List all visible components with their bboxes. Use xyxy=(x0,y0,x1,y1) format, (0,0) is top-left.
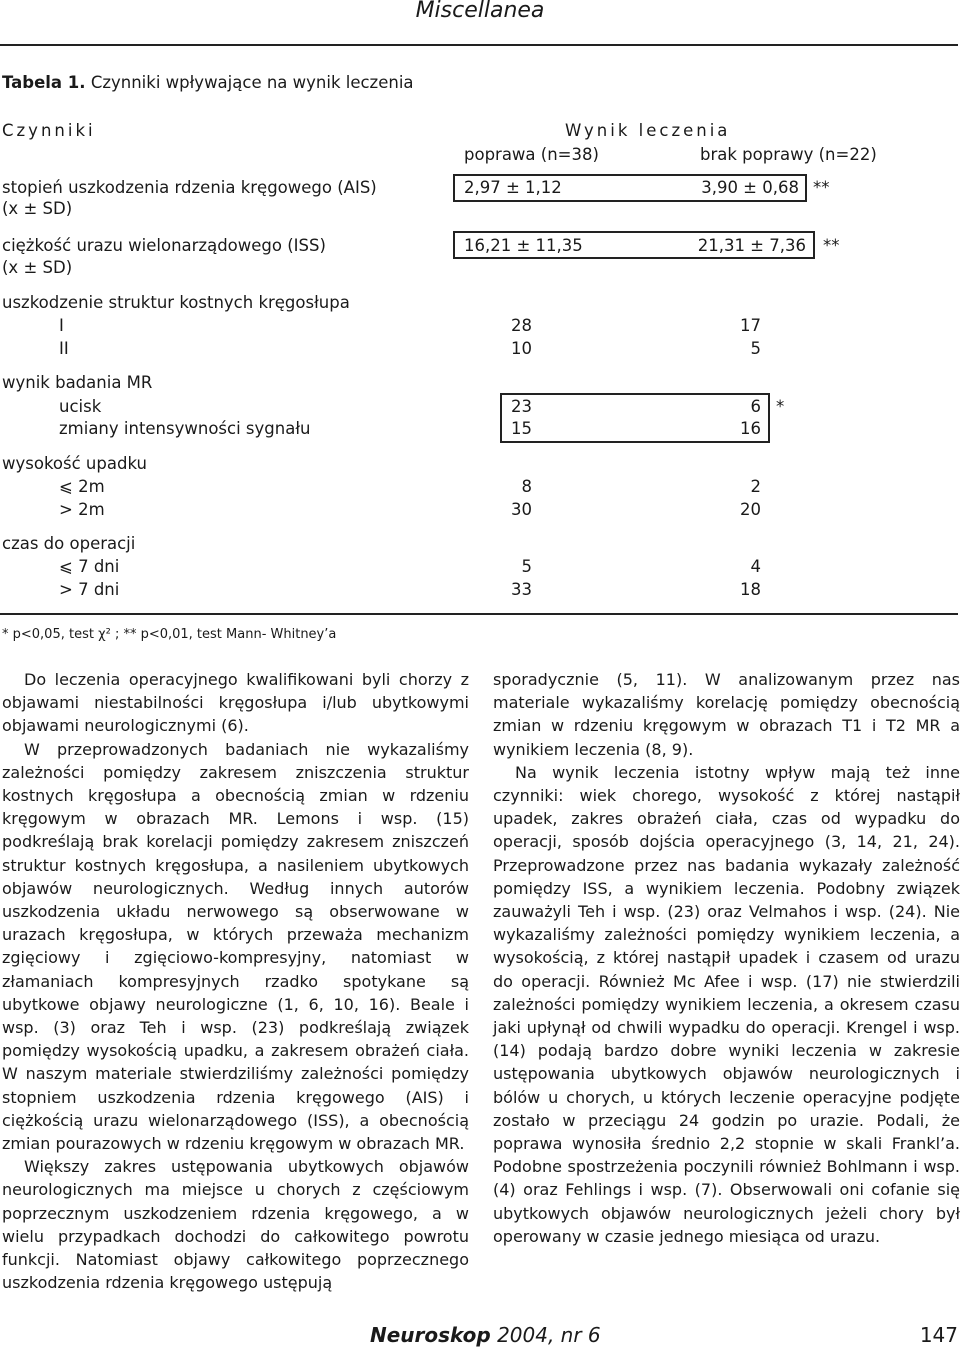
row-op-gt-improvement: 33 xyxy=(511,580,532,599)
row-fall-gt-label: > 2m xyxy=(59,500,105,519)
row-mr-zmiany-no-improvement: 16 xyxy=(740,419,761,438)
row-fall-label: wysokość upadku xyxy=(2,454,147,473)
col-header-no-improvement: brak poprawy (n=22) xyxy=(700,145,877,164)
row-mr-ucisk-no-improvement: 6 xyxy=(750,397,761,416)
row-fall-le-no-improvement: 2 xyxy=(750,477,761,496)
body-paragraph: Większy zakres ustępowania ubytkowych objawów neurologicznych ma miejsce u chorych z częściowym poprzecznym uszkodzeniem rdzenia kręgowego, a w wielu przypadkach dochodzi do całkowitego powrotu funkcji. Natomiast objawy całkowitego poprzecznego uszkodzenia rdzenia kręgowego ustępują xyxy=(2,1157,469,1293)
row-mr-label: wynik badania MR xyxy=(2,373,153,392)
row-fall-le-label: ⩽ 2m xyxy=(59,477,105,496)
page-number: 147 xyxy=(919,1323,958,1347)
row-ais-sub: (x ± SD) xyxy=(2,199,73,218)
row-mr-ucisk-improvement: 23 xyxy=(511,397,532,416)
row-bone-label: uszkodzenie struktur kostnych kręgosłupa xyxy=(2,293,350,312)
row-fall-gt-improvement: 30 xyxy=(511,500,532,519)
row-fall-le-improvement: 8 xyxy=(521,477,532,496)
page-footer xyxy=(370,1323,601,1347)
body-paragraph: sporadycznie (5, 11). W analizowanym przez nas materiale wykazaliśmy korelację pomiędzy obecnością zmian w rdzeniu kręgowym w obrazach T1 i T2 MR a wynikiem leczenia (8, 9). xyxy=(493,670,960,759)
row-mr-ucisk-label: ucisk xyxy=(59,397,102,416)
row-iss-improvement: 16,21 ± 11,35 xyxy=(464,236,583,255)
row-ais-improvement: 2,97 ± 1,12 xyxy=(464,178,562,197)
section-name: Miscellanea xyxy=(415,0,545,23)
row-iss-significance: ** xyxy=(823,236,840,255)
row-fall-gt-no-improvement: 20 xyxy=(740,500,761,519)
row-ais-label: stopień uszkodzenia rdzenia kręgowego (AIS) xyxy=(2,178,377,197)
row-op-label: czas do operacji xyxy=(2,534,136,553)
journal-issue: 2004, nr 6 xyxy=(497,1323,601,1347)
body-right-column xyxy=(493,668,960,1248)
row-op-le-label: ⩽ 7 dni xyxy=(59,557,120,576)
row-bone-ii-improvement: 10 xyxy=(511,339,532,358)
row-bone-i-improvement: 28 xyxy=(511,316,532,335)
col-header-factors: Czynniki xyxy=(2,121,96,140)
table-footnote: * p<0,05, test χ² ; ** p<0,01, test Mann- Whitney’a xyxy=(2,627,337,642)
row-op-gt-no-improvement: 18 xyxy=(740,580,761,599)
row-op-le-improvement: 5 xyxy=(521,557,532,576)
col-header-improvement: poprawa (n=38) xyxy=(464,145,599,164)
row-bone-i-label: I xyxy=(59,316,64,335)
row-ais-significance: ** xyxy=(813,178,830,197)
significance-box-mr xyxy=(500,393,770,443)
row-bone-ii-no-improvement: 5 xyxy=(750,339,761,358)
row-bone-i-no-improvement: 17 xyxy=(740,316,761,335)
body-left-column xyxy=(2,668,469,1294)
row-mr-zmiany-label: zmiany intensywności sygnału xyxy=(59,419,311,438)
row-iss-label: ciężkość urazu wielonarządowego (ISS) xyxy=(2,236,326,255)
body-paragraph: W przeprowadzonych badaniach nie wykazaliśmy zależności pomiędzy zakresem zniszczenia struktur kostnych kręgosłupa a obecnością zmian w rdzeniu kręgowym w obrazach MR. Lemons i wsp. (15) podkreślają brak korelacji pomiędzy zakresem zniszczeń struktur kostnych kręgosłupa, a nasileniem ubytkowych objawów neurologicznych. Według innych autorów uszkodzenia układu nerwowego są obserwowane w urazach kręgosłupa, w których przeważa mechanizm zgięciowy i zgięciowo-kompresyjny, natomiast w złamaniach kompresyjnych rzadko spotykane są ubytkowe objawy neurologiczne (1, 6, 10, 16). Beale i wsp. (3) oraz Teh i wsp. (23) podkreślają związek pomiędzy wysokością upadku, a zakresem obrażeń ciała. W naszym materiale stwierdziliśmy zależności pomiędzy stopniem uszkodzenia rdzenia kręgowego (AIS) i ciężkością urazu wielonarządowego (ISS), a obecnością zmian pourazowych w rdzeniu kręgowym w obrazach MR. xyxy=(2,739,469,1154)
running-header xyxy=(0,0,960,24)
row-iss-no-improvement: 21,31 ± 7,36 xyxy=(697,236,806,255)
row-op-le-no-improvement: 4 xyxy=(750,557,761,576)
row-bone-ii-label: II xyxy=(59,339,69,358)
row-mr-significance: * xyxy=(776,397,785,416)
table-caption-text: Czynniki wpływające na wynik leczenia xyxy=(90,73,414,92)
header-rule xyxy=(0,44,958,46)
row-op-gt-label: > 7 dni xyxy=(59,580,120,599)
row-mr-zmiany-improvement: 15 xyxy=(511,419,532,438)
table-caption-label: Tabela 1. xyxy=(2,73,86,92)
row-iss-sub: (x ± SD) xyxy=(2,258,73,277)
body-paragraph: Na wynik leczenia istotny wpływ mają też inne czynniki: wiek chorego, wysokość z której nastąpił upadek, zakres obrażeń ciała, czas od wypadku do operacji, sposób dojścia operacyjnego (3, 14, 21, 24). Przeprowadzone przez nas badania wykazały zależność pomiędzy ISS, a wynikiem leczenia. Podobny związek zauważyli Teh i wsp. (23) oraz Velmahos i wsp. (24). Nie wykazaliśmy zależności pomiędzy wynikiem leczenia, a wysokością, z której nastąpił upadek i czasem od urazu do operacji. Również Mc Afee i wsp. (17) nie stwierdzili zależności pomiędzy wynikiem leczenia, a okresem czasu jaki upłynął od chwili wypadku do operacji. Krengel i wsp. (14) podają bardzo dobre wyniki leczenia w zakresie ustępowania ubytkowych objawów neurologicznych i bólów u chorych, u których leczenie operacyjne podjęte zostało w przeciągu 24 godzin po urazie. Podali, że poprawa wynosiła średnio 2,2 stopnie w skali Frankl’a. Podobne spostrzeżenia poczynili również Bohlmann i wsp. (4) oraz Fehlings i wsp. (7). Obserwowali oni cofanie się ubytkowych objawów neurologicznych jeżeli chory był operowany w czasie jednego miesiąca od urazu. xyxy=(493,762,960,1246)
journal-name: Neuroskop xyxy=(370,1323,491,1347)
row-ais-no-improvement: 3,90 ± 0,68 xyxy=(701,178,799,197)
table-caption xyxy=(2,73,414,93)
table-bottom-rule xyxy=(0,613,958,615)
col-header-result: Wynik leczenia xyxy=(565,121,731,140)
body-paragraph: Do leczenia operacyjnego kwalifikowani byli chorzy z objawami niestabilności kręgosłupa i/lub ubytkowymi objawami neurologicznymi (6). xyxy=(2,670,469,736)
